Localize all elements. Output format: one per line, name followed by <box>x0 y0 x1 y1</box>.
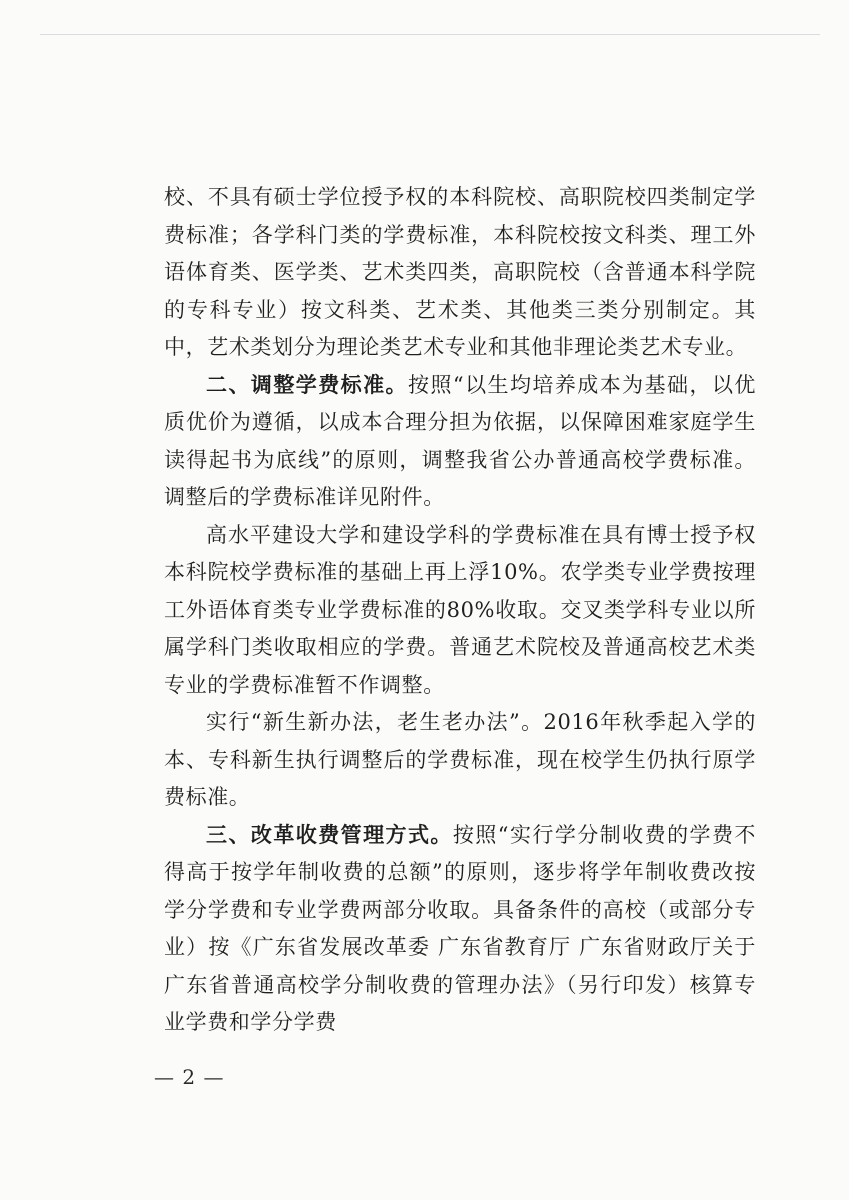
paragraph-5-text: 按照“实行学分制收费的学费不得高于按学年制收费的总额”的原则，逐步将学年制收费改按学分学费和专业学费两部分收取。具备条件的高校（或部分专业）按《广东省发展改革委 广东省教育厅 广东省财政厅关于广东省普通高校学分制收费的管理办法》（另行印发）核算专业学费和学分学费 <box>164 822 756 1034</box>
paragraph-3 <box>164 517 756 705</box>
document-body <box>164 179 756 1042</box>
paragraph-5 <box>164 817 756 1042</box>
paragraph-1 <box>164 179 756 367</box>
paragraph-4 <box>164 704 756 817</box>
paragraph-3-text: 高水平建设大学和建设学科的学费标准在具有博士授予权本科院校学费标准的基础上再上浮10%。农学类专业学费按理工外语体育类专业学费标准的80%收取。交叉类学科专业以所属学科门类收取相应的学费。普通艺术院校及普通高校艺术类专业的学费标准暂不作调整。 <box>164 522 756 697</box>
page-number: — 2 — <box>154 1065 225 1089</box>
section-heading-reform-fee-management: 三、改革收费管理方式。 <box>206 822 453 847</box>
top-divider <box>40 34 820 35</box>
paragraph-1-text: 校、不具有硕士学位授予权的本科院校、高职院校四类制定学费标准；各学科门类的学费标准，本科院校按文科类、理工外语体育类、医学类、艺术类四类，高职院校（含普通本科学院的专科专业）按文科类、艺术类、其他类三类分别制定。其中，艺术类划分为理论类艺术专业和其他非理论类艺术专业。 <box>164 185 756 359</box>
paragraph-2 <box>164 367 756 517</box>
section-heading-adjust-tuition: 二、调整学费标准。 <box>206 372 408 397</box>
paragraph-4-text: 实行“新生新办法，老生老办法”。2016年秋季起入学的本、专科新生执行调整后的学费标准，现在校学生仍执行原学费标准。 <box>164 710 756 809</box>
paragraph-2-text: 按照“以生均培养成本为基础，以优质优价为遵循，以成本合理分担为依据，以保障困难家庭学生读得起书为底线”的原则，调整我省公办普通高校学费标准。调整后的学费标准详见附件。 <box>164 372 756 509</box>
